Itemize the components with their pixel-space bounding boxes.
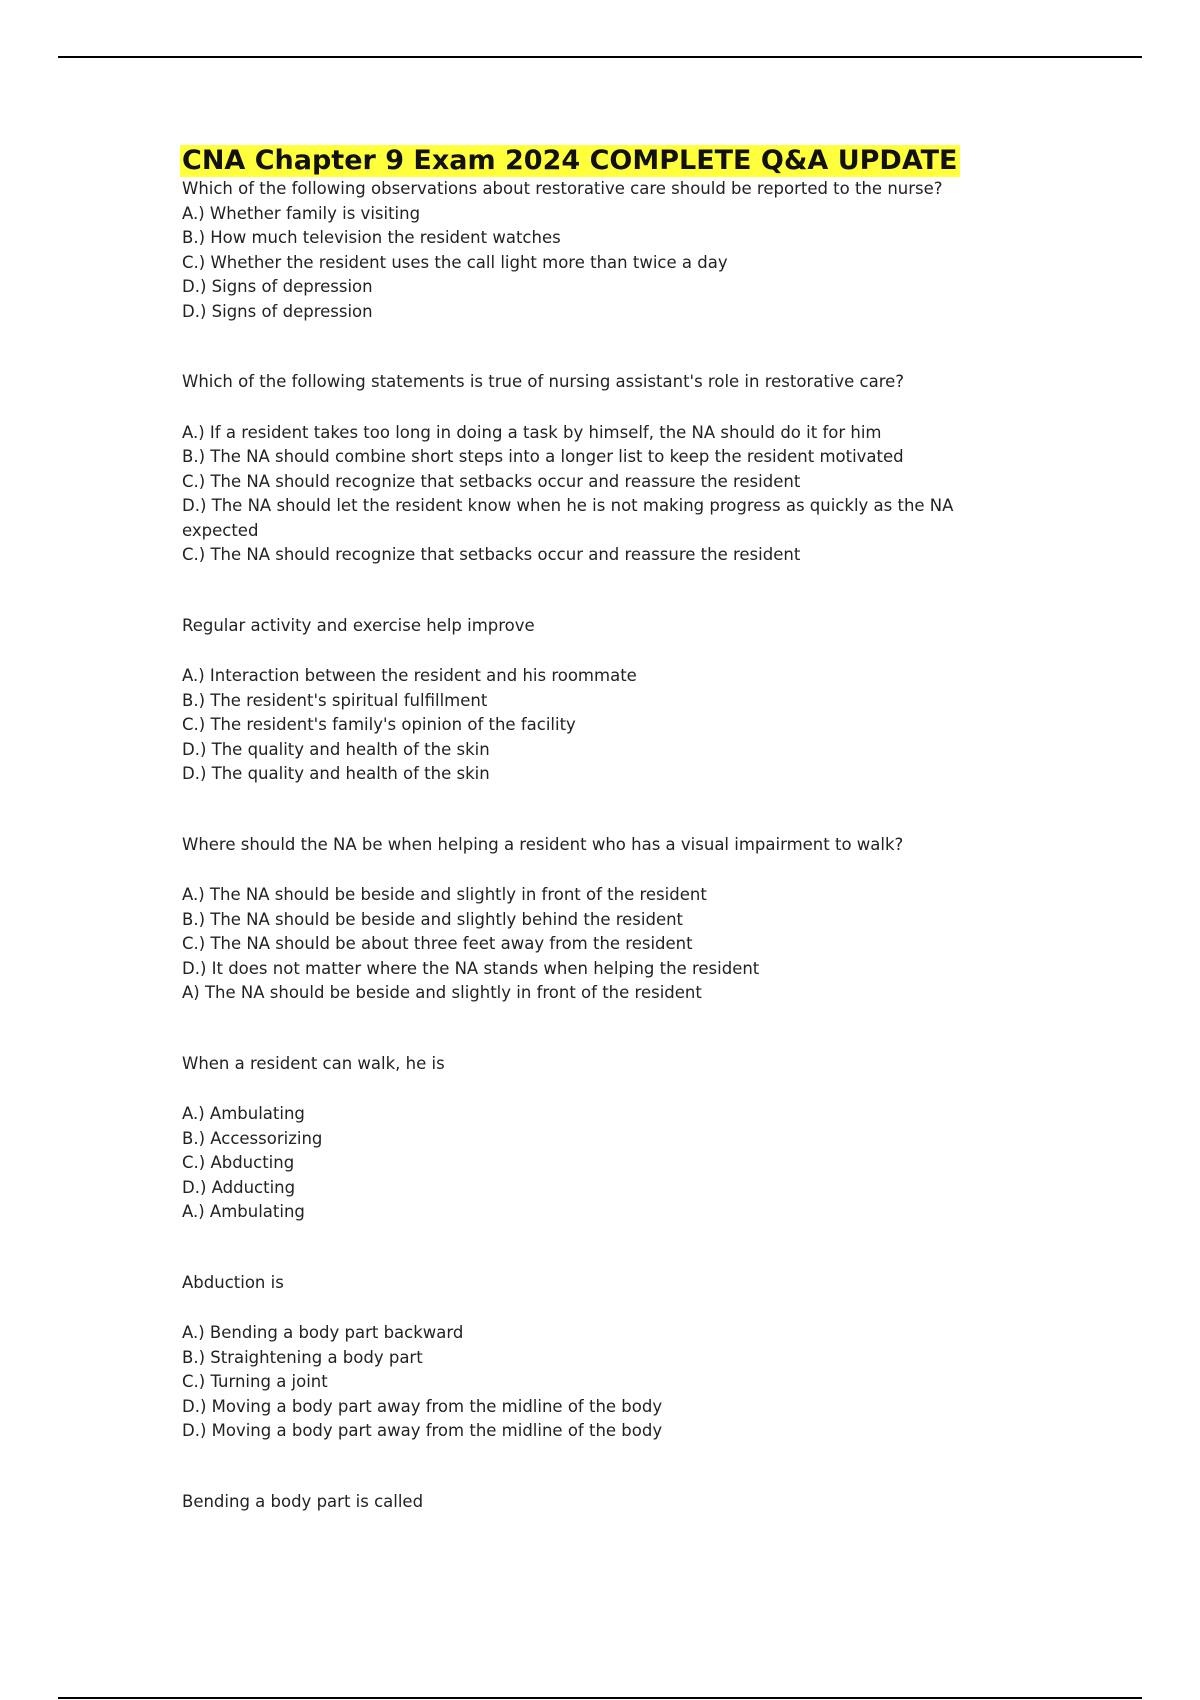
- correct-answer: D.) Signs of depression: [182, 301, 373, 321]
- answer-option: B.) The NA should combine short steps into a longer list to keep the resident motivated: [182, 447, 904, 466]
- answer-option: A.) Whether family is visiting: [182, 203, 421, 223]
- top-divider: [58, 56, 1142, 58]
- answer-option: D.) Signs of depression: [182, 277, 373, 296]
- question-block: [182, 177, 1012, 324]
- answer-option: C.) Turning a joint: [182, 1372, 328, 1391]
- answer-option: D.) Adducting: [182, 1177, 296, 1197]
- question-text: Which of the following observations about restorative care should be reported to the nurse?: [182, 179, 943, 198]
- question-text: Which of the following statements is true of nursing assistant's role in restorative care?: [182, 372, 905, 391]
- correct-answer: D.) Moving a body part away from the midline of the body: [182, 1421, 663, 1440]
- correct-answer: D.) The quality and health of the skin: [182, 764, 490, 783]
- question-text: When a resident can walk, he is: [182, 1053, 445, 1073]
- answer-option: C.) Abducting: [182, 1153, 295, 1172]
- question-block: [182, 1271, 1012, 1444]
- question-block: [182, 370, 1012, 568]
- correct-answer: A) The NA should be beside and slightly in front of the resident: [182, 983, 702, 1002]
- answer-option: A.) Interaction between the resident and his roommate: [182, 666, 637, 685]
- answer-option: B.) How much television the resident watches: [182, 228, 561, 247]
- answer-option: D.) The quality and health of the skin: [182, 739, 490, 759]
- answer-option: B.) The NA should be beside and slightly behind the resident: [182, 909, 684, 929]
- answer-option: D.) The NA should let the resident know when he is not making progress as quickly as the NA expected: [182, 496, 954, 540]
- answer-option: C.) The resident's family's opinion of the facility: [182, 715, 576, 734]
- answer-option: B.) Straightening a body part: [182, 1347, 423, 1367]
- answer-option: D.) It does not matter where the NA stands when helping the resident: [182, 958, 760, 978]
- answer-option: B.) The resident's spiritual fulfillment: [182, 690, 488, 710]
- question-block: [182, 1052, 1012, 1225]
- document-title: CNA Chapter 9 Exam 2024 COMPLETE Q&A UPDATE: [182, 145, 958, 176]
- answer-option: A.) Ambulating: [182, 1104, 305, 1123]
- question-text: Bending a body part is called: [182, 1491, 424, 1511]
- answer-option: C.) The NA should recognize that setbacks occur and reassure the resident: [182, 471, 801, 491]
- correct-answer: C.) The NA should recognize that setbacks occur and reassure the resident: [182, 545, 801, 564]
- answer-option: B.) Accessorizing: [182, 1128, 323, 1148]
- question-text: Regular activity and exercise help improve: [182, 615, 535, 635]
- question-text: Where should the NA be when helping a resident who has a visual impairment to walk?: [182, 834, 904, 854]
- question-block: [182, 833, 1012, 1006]
- bottom-divider: [58, 1697, 1142, 1699]
- question-block: [182, 1490, 1012, 1515]
- answer-option: A.) If a resident takes too long in doing a task by himself, the NA should do it for him: [182, 422, 882, 442]
- answer-option: A.) Bending a body part backward: [182, 1323, 464, 1342]
- correct-answer: A.) Ambulating: [182, 1202, 305, 1221]
- answer-option: A.) The NA should be beside and slightly in front of the resident: [182, 885, 707, 904]
- answer-option: C.) The NA should be about three feet away from the resident: [182, 934, 693, 953]
- question-text: Abduction is: [182, 1272, 284, 1292]
- document-body: [182, 145, 1012, 1514]
- answer-option: D.) Moving a body part away from the midline of the body: [182, 1396, 663, 1416]
- answer-option: C.) Whether the resident uses the call light more than twice a day: [182, 252, 728, 272]
- question-block: [182, 614, 1012, 787]
